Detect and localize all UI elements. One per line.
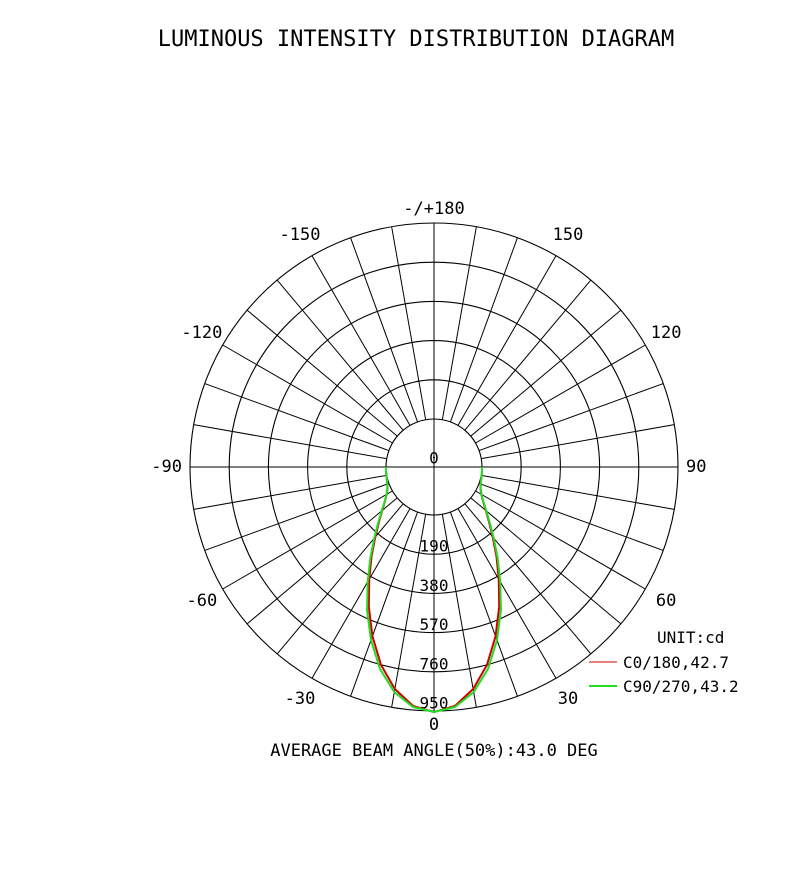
radial-label-570: 570 <box>419 615 449 635</box>
angle-label-neg60: -60 <box>186 591 218 611</box>
angle-label-120: 120 <box>650 323 682 343</box>
grid-spoke-160 <box>450 238 517 422</box>
angle-label-150: 150 <box>552 224 584 245</box>
grid-spoke-110 <box>479 384 663 451</box>
grid-spoke-170 <box>442 227 476 420</box>
grid-spoke-250 <box>205 384 389 451</box>
radial-label-950: 950 <box>419 693 449 713</box>
legend-label-0: C0/180,42.7 <box>623 653 729 672</box>
angle-label-neg30: -30 <box>284 689 316 710</box>
angle-label-neg90: -90 <box>151 457 182 477</box>
angle-label-neg150: -150 <box>279 224 321 245</box>
grid-spoke-190 <box>392 227 426 420</box>
radial-label-380: 380 <box>419 575 449 595</box>
radial-label-190: 190 <box>419 536 449 556</box>
grid-spoke-80 <box>481 475 674 509</box>
angle-label-90: 90 <box>686 457 707 477</box>
grid-spoke-40 <box>465 504 591 654</box>
angle-label-60: 60 <box>655 591 677 611</box>
unit-label: UNIT:cd <box>657 628 725 647</box>
grid-spoke-260 <box>194 425 387 459</box>
grid-spoke-100 <box>481 425 674 459</box>
grid-spoke-310 <box>247 498 397 624</box>
grid-spoke-220 <box>277 280 403 430</box>
angle-label-0: 0 <box>428 715 440 735</box>
beam-angle-text: AVERAGE BEAM ANGLE(50%):43.0 DEG <box>270 741 598 761</box>
angle-label-neg120: -120 <box>181 323 223 343</box>
radial-label-0: 0 <box>429 448 439 468</box>
grid-spoke-130 <box>471 310 621 436</box>
legend <box>589 628 739 696</box>
grid-spoke-200 <box>351 238 418 422</box>
angle-label-30: 30 <box>557 689 579 710</box>
grid-spoke-290 <box>205 483 389 550</box>
grid-spoke-140 <box>465 280 591 430</box>
angle-label-180: -/+180 <box>403 199 465 219</box>
grid-spoke-230 <box>247 310 397 436</box>
grid-spoke-70 <box>479 483 663 550</box>
radial-label-760: 760 <box>419 654 449 674</box>
legend-label-1: C90/270,43.2 <box>623 677 739 696</box>
chart-title: LUMINOUS INTENSITY DISTRIBUTION DIAGRAM <box>157 27 675 52</box>
grid-spoke-50 <box>471 498 621 624</box>
grid-spoke-320 <box>277 504 403 654</box>
grid-spoke-280 <box>194 475 387 509</box>
